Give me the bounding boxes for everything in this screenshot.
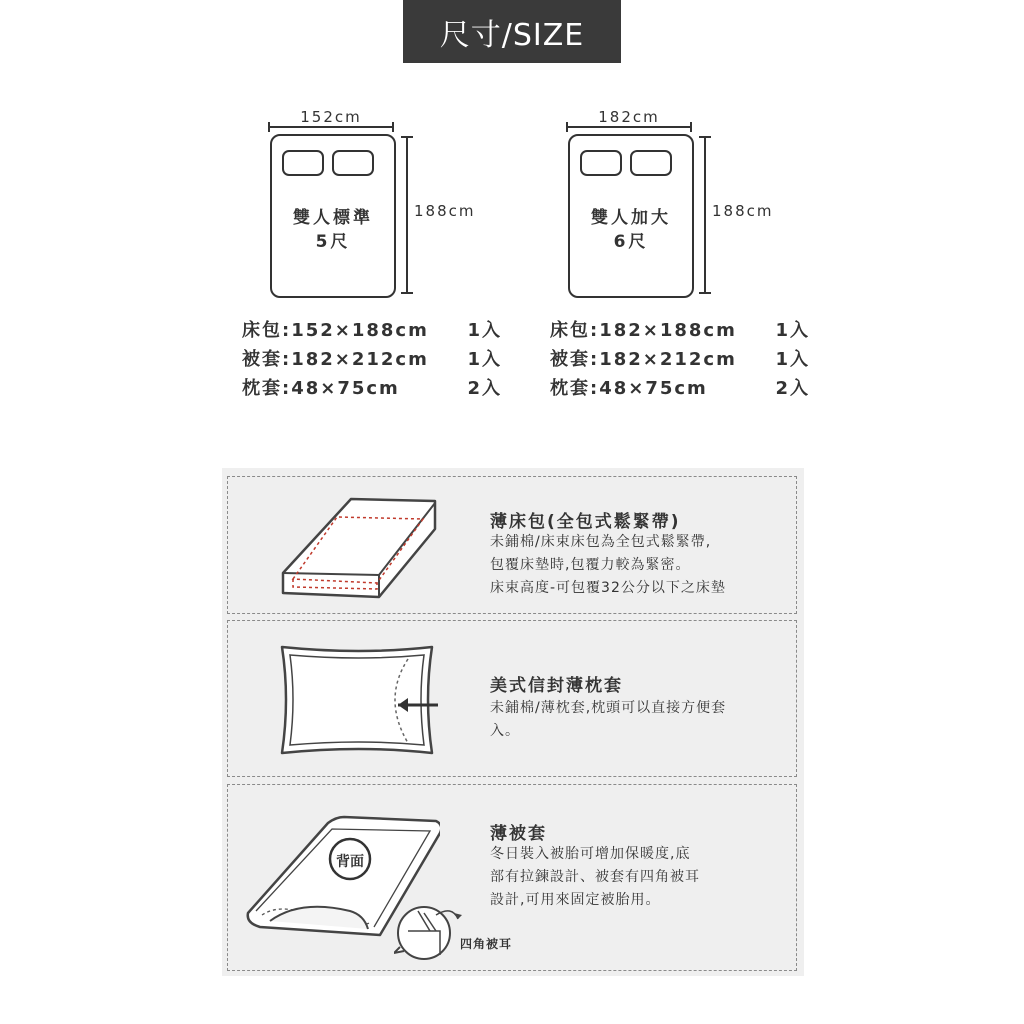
spec-row [242,345,502,374]
spec-item: 被套:182×212cm [242,349,429,370]
spec-row [242,374,502,403]
spec-row [242,316,502,345]
pillow-icon [282,150,324,176]
spec-list-standard [242,316,502,403]
page-title: 尺寸/SIZE [403,0,621,63]
feature-panel-duvet-cover [227,784,797,971]
bed-label [272,206,394,254]
spec-item: 床包:152×188cm [242,320,429,341]
width-dimension-line [566,126,692,128]
spec-row [550,316,810,345]
bed-length-label: 188cm [414,202,476,220]
spec-list-queen [550,316,810,403]
feature-title: 薄床包(全包式鬆緊帶) [490,512,681,532]
feature-description [490,843,700,912]
bed-size: 6尺 [613,232,649,252]
feature-line: 冬日裝入被胎可增加保暖度,底 [490,846,691,862]
duvet-ear-detail-icon [394,901,474,963]
feature-panel-pillowcase [227,620,797,777]
bed-diagram-standard [262,96,522,306]
pillow-icon [580,150,622,176]
length-dimension-line [406,136,408,294]
spec-qty: 1入 [775,349,810,370]
spec-qty: 1入 [467,320,502,341]
spec-qty: 2入 [467,378,502,399]
spec-item: 枕套:48×75cm [550,378,708,399]
length-dimension-line [704,136,706,294]
ear-label: 四角被耳 [460,937,513,951]
spec-qty: 1入 [775,320,810,341]
spec-item: 床包:182×188cm [550,320,737,341]
spec-item: 枕套:48×75cm [242,378,400,399]
feature-line: 包覆床墊時,包覆力較為緊密。 [490,557,691,573]
feature-title: 薄被套 [490,824,547,844]
bed-size: 5尺 [315,232,351,252]
feature-description [490,531,726,600]
bed-label [570,206,692,254]
bed-outline [568,134,694,298]
back-label: 背面 [336,854,364,870]
spec-qty: 1入 [467,349,502,370]
feature-line: 未鋪棉/床束床包為全包式鬆緊帶, [490,534,712,550]
feature-line: 床束高度-可包覆32公分以下之床墊 [490,580,726,596]
width-dimension-line [268,126,394,128]
spec-row [550,345,810,374]
pillowcase-icon [270,639,440,761]
spec-row [550,374,810,403]
bed-outline [270,134,396,298]
feature-box [222,468,804,976]
bed-width-label: 182cm [598,108,660,126]
pillow-icon [630,150,672,176]
bed-name: 雙人標準 [293,208,373,228]
bed-length-label: 188cm [712,202,774,220]
bed-name: 雙人加大 [591,208,671,228]
feature-description [490,697,726,743]
feature-line: 入。 [490,723,520,739]
feature-title: 美式信封薄枕套 [490,676,623,696]
spec-item: 被套:182×212cm [550,349,737,370]
feature-line: 部有拉鍊設計、被套有四角被耳 [490,869,700,885]
fitted-sheet-icon [273,489,443,601]
pillow-icon [332,150,374,176]
bed-width-label: 152cm [300,108,362,126]
feature-line: 未鋪棉/薄枕套,枕頭可以直接方便套 [490,700,727,716]
feature-panel-fitted-sheet [227,476,797,614]
spec-qty: 2入 [775,378,810,399]
bed-diagram-queen [560,96,820,306]
feature-line: 設計,可用來固定被胎用。 [490,892,661,908]
